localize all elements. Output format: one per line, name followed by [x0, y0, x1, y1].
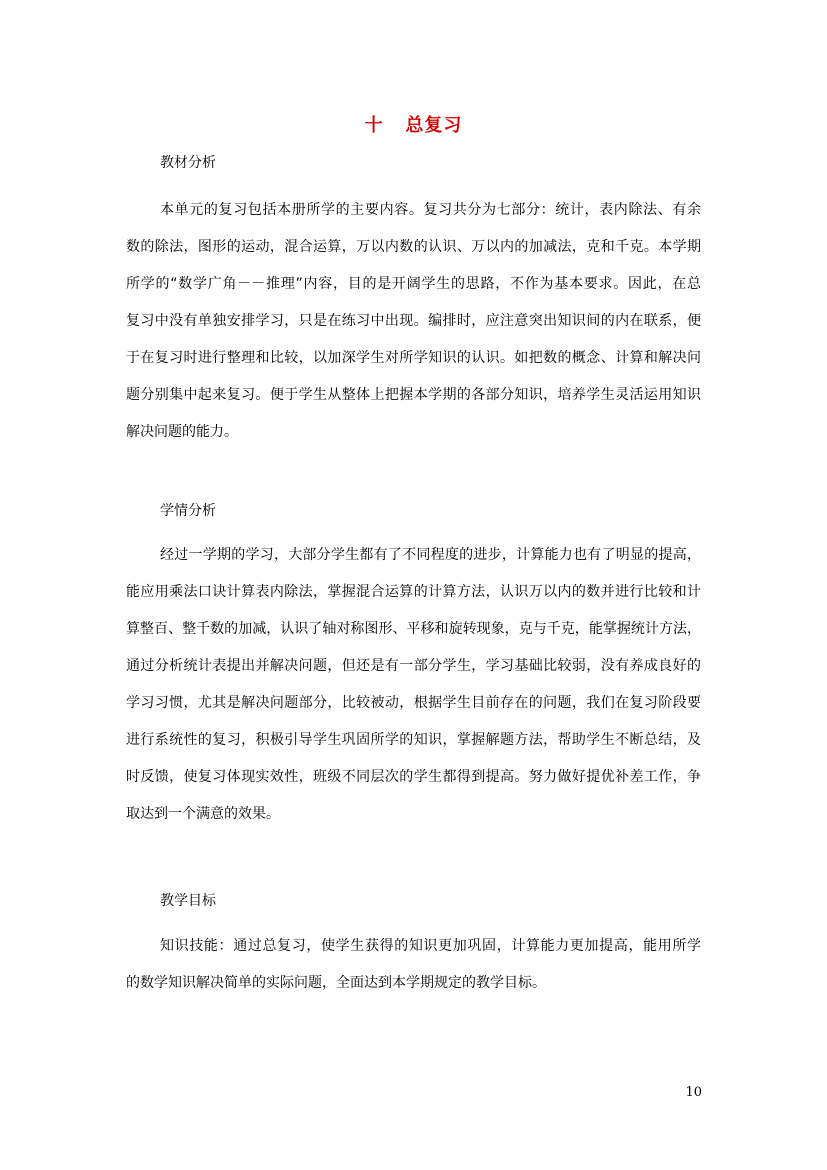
- paragraph-line: 本单元的复习包括本册所学的主要内容。复习共分为七部分：统计，表内除法、有余: [160, 202, 701, 218]
- paragraph-line: 所学的“数学广角－－推理”内容，目的是开阔学生的思路，不作为基本要求。因此，在总: [126, 276, 701, 292]
- paragraph-line: 能应用乘法口诀计算表内除法，掌握混合运算的计算方法，认识万以内的数并进行比较和计: [126, 584, 701, 600]
- paragraph-line: 复习中没有单独安排学习，只是在练习中出现。编排时，应注意突出知识间的内在联系，便: [126, 313, 701, 329]
- paragraph-line: 知识技能：通过总复习，使学生获得的知识更加巩固，计算能力更加提高，能用所学: [160, 938, 701, 954]
- paragraph-line: 取达到一个满意的效果。: [126, 806, 280, 822]
- paragraph-line: 数的除法，图形的运动，混合运算，万以内数的认识、万以内的加减法，克和千克。本学期: [126, 239, 701, 255]
- paragraph-line: 的数学知识解决简单的实际问题，全面达到本学期规定的教学目标。: [126, 975, 546, 991]
- paragraph-line: 进行系统性的复习，积极引导学生巩固所学的知识，掌握解题方法，帮助学生不断总结，及: [126, 732, 701, 748]
- paragraph-teaching-goals: [126, 936, 701, 1010]
- paragraph-textbook-analysis: [126, 200, 701, 459]
- paragraph-line: 经过一学期的学习，大部分学生都有了不同程度的进步，计算能力也有了明显的提高，: [160, 547, 701, 563]
- paragraph-line: 算整百、整千数的加减，认识了轴对称图形、平移和旋转现象，克与千克，能掌握统计方法，: [126, 621, 701, 637]
- paragraph-line: 通过分析统计表提出并解决问题，但还是有一部分学生，学习基础比较弱，没有养成良好的: [126, 658, 701, 674]
- section-heading-teaching-goals: 教学目标: [160, 893, 216, 909]
- section-heading-student-analysis: 学情分析: [160, 503, 216, 519]
- section-heading-textbook-analysis: 教材分析: [160, 155, 216, 171]
- page-title: 十 总复习: [364, 115, 463, 136]
- page-number: 10: [685, 1085, 702, 1100]
- paragraph-line: 题分别集中起来复习。便于学生从整体上把握本学期的各部分知识，培养学生灵活运用知识: [126, 387, 701, 403]
- paragraph-line: 学习习惯，尤其是解决问题部分，比较被动，根据学生目前存在的问题，我们在复习阶段要: [126, 695, 701, 711]
- paragraph-line: 于在复习时进行整理和比较，以加深学生对所学知识的认识。如把数的概念、计算和解决问: [126, 350, 701, 366]
- paragraph-student-analysis: [126, 545, 701, 841]
- paragraph-line: 解决问题的能力。: [126, 424, 238, 440]
- paragraph-line: 时反馈，使复习体现实效性，班级不同层次的学生都得到提高。努力做好提优补差工作，争: [126, 769, 701, 785]
